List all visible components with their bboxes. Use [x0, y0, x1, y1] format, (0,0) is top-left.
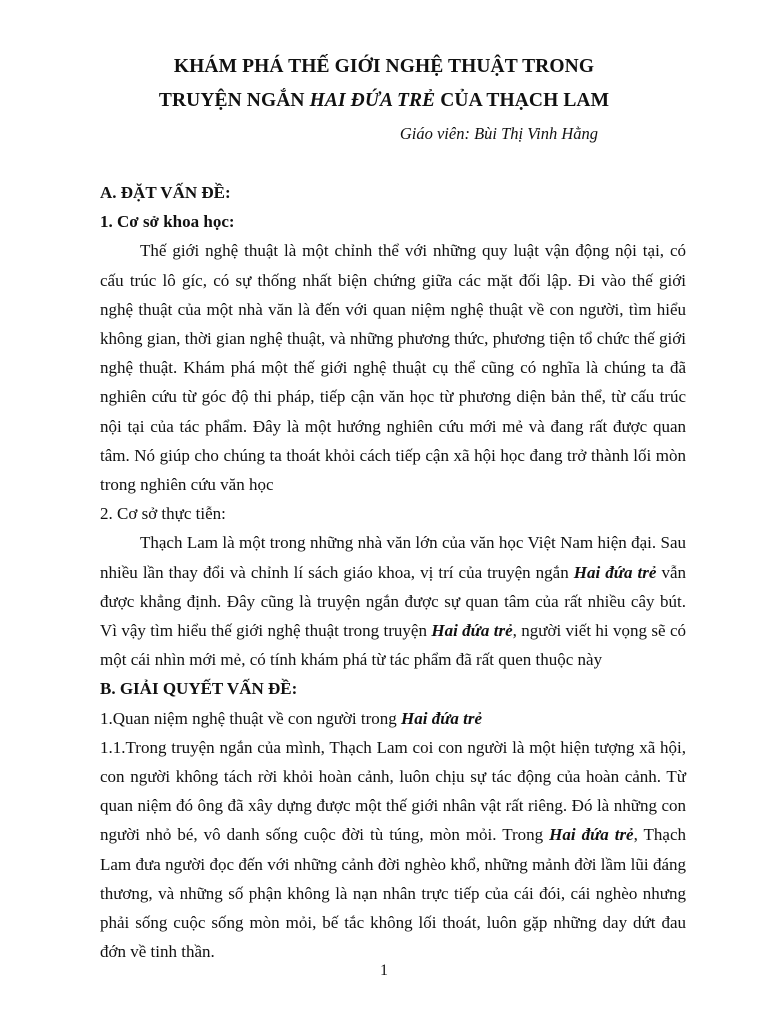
- section-a-sub2-paragraph: [100, 528, 686, 674]
- title-line-2-suffix: CỦA THẠCH LAM: [435, 90, 610, 111]
- section-b-heading: B. GIẢI QUYẾT VẤN ĐỀ:: [100, 679, 298, 699]
- section-b-sub1-emphasis: Hai đứa trẻ: [401, 708, 483, 728]
- section-b-paragraph: [100, 733, 686, 967]
- title-line-1: KHÁM PHÁ THẾ GIỚI NGHỆ THUẬT TRONG: [173, 56, 595, 77]
- sub2-text-1: Thạch Lam là một trong những nhà văn lớn của văn học Việt Nam hiện đại. Sau nhiều lần thay đổi và chỉnh lí sách giáo khoa, vị trí của truyện ngắn: [100, 533, 686, 582]
- section-b-emphasis: Hai đứa trẻ: [549, 825, 634, 845]
- section-b-sub1-heading: [100, 704, 686, 733]
- section-b-text-1: 1.1.Trong truyện ngắn của mình, Thạch Lam coi con người là một hiện tượng xã hội, con người không tách rời khỏi hoàn cảnh, luôn chịu sự tác động của hoàn cảnh. Từ quan niệm đó ông đã xây dựng được một thế giới nhân vật rất riêng. Đó là những con người nhỏ bé, vô danh sống cuộc đời tù túng, mòn mỏi. Trong: [100, 737, 686, 845]
- title-work-name: HAI ĐỨA TRẺ: [309, 90, 436, 111]
- page-number: 1: [380, 962, 388, 979]
- title-line-2-prefix: TRUYỆN NGẮN: [158, 90, 310, 111]
- title-line-2: [0, 90, 768, 112]
- section-b-sub1-prefix: 1.Quan niệm nghệ thuật về con người trong: [100, 708, 402, 728]
- section-a-sub1-heading: 1. Cơ sở khoa học:: [100, 212, 235, 232]
- sub2-emphasis-2: Hai đứa trẻ: [431, 621, 513, 641]
- sub2-text-2: vẫn được khẳng định. Đây cũng là truyện ngắn được sự quan tâm của rất nhiều cây bút. Vì vậy tìm hiểu thế giới nghệ thuật trong truyện: [100, 562, 686, 641]
- section-a-heading: A. ĐẶT VẤN ĐỀ:: [100, 183, 231, 202]
- sub2-emphasis-1: Hai đứa trẻ: [573, 562, 657, 582]
- section-b-text-2: , Thạch Lam đưa người đọc đến với những cảnh đời nghèo khổ, những mảnh đời lầm lũi đáng thương, và những số phận không là nạn nhân trực tiếp của cái đói, cái nghèo nhưng phải sống cuộc sống mòn mỏi, bế tắc không lối thoát, luôn gặp những day dứt đau đớn về tinh thần.: [100, 825, 687, 962]
- author-line: Giáo viên: Bùi Thị Vinh Hằng: [399, 124, 598, 143]
- sub2-text-3: , người viết hi vọng sẽ có một cái nhìn mới mẻ, có tính khám phá từ tác phẩm đã rất quen thuộc này: [100, 621, 686, 670]
- section-a-sub1-paragraph: Thế giới nghệ thuật là một chỉnh thể với những quy luật vận động nội tại, có cấu trúc lô gíc, có sự thống nhất biện chứng giữa các mặt đối lập. Đi vào thế giới nghệ thuật của một nhà văn là đến với quan niệm nghệ thuật về con người, tìm hiểu không gian, thời gian nghệ thuật, và những phương thức, phương tiện tổ chức thế giới nghệ thuật. Khám phá một thế giới nghệ thuật cụ thể cũng có nghĩa là chúng ta đã nghiên cứu từ góc độ thi pháp, tiếp cận văn học từ phương diện bản thể, từ cấu trúc nội tại của tác phẩm. Đây là một hướng nghiên cứu mới mẻ và đang rất được quan tâm. Nó giúp cho chúng ta thoát khỏi cách tiếp cận xã hội học đang trở thành lối mòn trong nghiên cứu văn học: [100, 241, 686, 495]
- section-a-sub2-heading: 2. Cơ sở thực tiễn:: [100, 504, 226, 524]
- document-body: [100, 178, 686, 966]
